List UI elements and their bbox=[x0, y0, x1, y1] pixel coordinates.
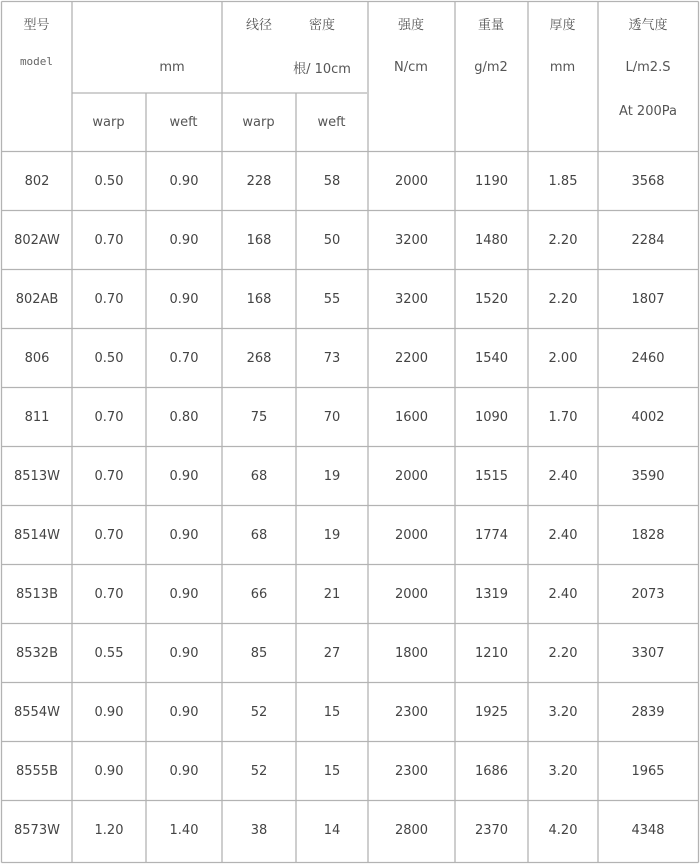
cell-model: 8554W bbox=[14, 705, 60, 720]
cell-diameter-warp: 0.90 bbox=[94, 764, 124, 779]
cell-model: 8514W bbox=[14, 528, 60, 543]
cell-thickness: 2.40 bbox=[548, 587, 578, 602]
cell-weight: 1925 bbox=[474, 705, 509, 720]
header-thickness-unit: mm bbox=[549, 59, 576, 75]
cell-thickness: 2.20 bbox=[548, 233, 578, 248]
cell-strength: 2800 bbox=[394, 823, 429, 838]
cell-density-warp: 66 bbox=[250, 587, 268, 602]
cell-permeability: 2839 bbox=[631, 705, 665, 720]
header-strength-cn: 强度 bbox=[397, 17, 424, 33]
cell-diameter-weft: 0.90 bbox=[169, 469, 199, 484]
header-model-cn: 型号 bbox=[23, 17, 50, 33]
header-permeability-cn: 透气度 bbox=[628, 17, 668, 33]
cell-diameter-warp: 0.70 bbox=[94, 469, 124, 484]
header-weight-unit: g/m2 bbox=[474, 59, 508, 75]
cell-permeability: 3568 bbox=[631, 174, 665, 189]
cell-strength: 2000 bbox=[394, 528, 429, 543]
cell-diameter-weft: 0.90 bbox=[169, 233, 199, 248]
cell-permeability: 4348 bbox=[631, 823, 665, 838]
cell-diameter-weft: 0.90 bbox=[169, 528, 199, 543]
header-permeability-note: At 200Pa bbox=[619, 103, 677, 119]
cell-weight: 1515 bbox=[474, 469, 509, 484]
header-density-unit: 根/ 10cm bbox=[293, 61, 351, 77]
cell-diameter-weft: 0.90 bbox=[169, 705, 199, 720]
cell-weight: 1480 bbox=[474, 233, 509, 248]
cell-model: 811 bbox=[24, 410, 50, 425]
cell-density-warp: 75 bbox=[250, 410, 268, 425]
cell-model: 8555B bbox=[15, 764, 58, 779]
cell-thickness: 1.70 bbox=[548, 410, 578, 425]
cell-diameter-weft: 0.70 bbox=[169, 351, 199, 366]
cell-permeability: 4002 bbox=[631, 410, 665, 425]
cell-diameter-warp: 0.90 bbox=[94, 705, 124, 720]
cell-density-weft: 21 bbox=[323, 587, 341, 602]
cell-model: 8513W bbox=[14, 469, 60, 484]
cell-density-warp: 52 bbox=[250, 764, 268, 779]
cell-density-warp: 68 bbox=[250, 469, 268, 484]
header-thickness-cn: 厚度 bbox=[549, 17, 576, 33]
header-density-cn: 密度 bbox=[308, 17, 335, 33]
cell-permeability: 2284 bbox=[631, 233, 665, 248]
cell-thickness: 2.40 bbox=[548, 528, 578, 543]
cell-diameter-weft: 1.40 bbox=[169, 823, 199, 838]
cell-diameter-warp: 0.50 bbox=[94, 351, 124, 366]
cell-diameter-warp: 0.55 bbox=[94, 646, 124, 661]
cell-model: 8573W bbox=[14, 823, 60, 838]
cell-density-weft: 58 bbox=[323, 174, 341, 189]
cell-diameter-weft: 0.90 bbox=[169, 646, 199, 661]
cell-density-weft: 14 bbox=[323, 823, 341, 838]
header-weight-cn: 重量 bbox=[477, 17, 504, 33]
cell-permeability: 3307 bbox=[631, 646, 665, 661]
cell-density-warp: 168 bbox=[246, 233, 272, 248]
cell-diameter-warp: 0.50 bbox=[94, 174, 124, 189]
header-strength-unit: N/cm bbox=[394, 59, 428, 75]
cell-strength: 2000 bbox=[394, 469, 429, 484]
cell-diameter-weft: 0.90 bbox=[169, 587, 199, 602]
cell-density-weft: 15 bbox=[323, 705, 341, 720]
cell-weight: 1774 bbox=[474, 528, 509, 543]
header-density-warp: warp bbox=[242, 115, 275, 130]
cell-thickness: 2.40 bbox=[548, 469, 578, 484]
header-diameter-weft: weft bbox=[169, 115, 198, 130]
cell-weight: 1210 bbox=[474, 646, 509, 661]
cell-density-warp: 38 bbox=[250, 823, 268, 838]
cell-diameter-warp: 0.70 bbox=[94, 587, 124, 602]
cell-weight: 1686 bbox=[474, 764, 509, 779]
header-permeability-unit: L/m2.S bbox=[625, 59, 671, 75]
cell-density-weft: 27 bbox=[323, 646, 341, 661]
cell-diameter-weft: 0.90 bbox=[169, 174, 199, 189]
cell-density-weft: 19 bbox=[323, 528, 341, 543]
cell-density-weft: 15 bbox=[323, 764, 341, 779]
cell-permeability: 1828 bbox=[631, 528, 665, 543]
cell-strength: 1600 bbox=[394, 410, 429, 425]
cell-strength: 2000 bbox=[394, 174, 429, 189]
cell-thickness: 3.20 bbox=[548, 705, 578, 720]
cell-diameter-warp: 0.70 bbox=[94, 410, 124, 425]
cell-diameter-warp: 0.70 bbox=[94, 292, 124, 307]
cell-model: 802AB bbox=[15, 292, 59, 307]
cell-thickness: 2.00 bbox=[548, 351, 578, 366]
cell-model: 806 bbox=[24, 351, 50, 366]
cell-density-weft: 50 bbox=[323, 233, 341, 248]
cell-model: 8513B bbox=[15, 587, 58, 602]
cell-weight: 1090 bbox=[474, 410, 509, 425]
cell-thickness: 1.85 bbox=[548, 174, 578, 189]
cell-thickness: 3.20 bbox=[548, 764, 578, 779]
cell-strength: 1800 bbox=[394, 646, 429, 661]
cell-strength: 2300 bbox=[394, 764, 429, 779]
cell-strength: 2200 bbox=[394, 351, 429, 366]
cell-thickness: 2.20 bbox=[548, 646, 578, 661]
header-density-weft: weft bbox=[317, 115, 346, 130]
cell-permeability: 2073 bbox=[631, 587, 665, 602]
header-model-en: model bbox=[19, 54, 54, 68]
cell-permeability: 1807 bbox=[631, 292, 665, 307]
cell-diameter-warp: 1.20 bbox=[94, 823, 124, 838]
header-diameter-warp: warp bbox=[92, 115, 125, 130]
cell-weight: 1319 bbox=[474, 587, 509, 602]
cell-density-warp: 85 bbox=[250, 646, 268, 661]
cell-density-warp: 68 bbox=[250, 528, 268, 543]
cell-weight: 1520 bbox=[474, 292, 509, 307]
cell-diameter-weft: 0.80 bbox=[169, 410, 199, 425]
cell-permeability: 3590 bbox=[631, 469, 665, 484]
cell-strength: 2300 bbox=[394, 705, 429, 720]
cell-strength: 2000 bbox=[394, 587, 429, 602]
cell-weight: 1540 bbox=[474, 351, 509, 366]
cell-thickness: 2.20 bbox=[548, 292, 578, 307]
cell-strength: 3200 bbox=[394, 233, 429, 248]
cell-diameter-warp: 0.70 bbox=[94, 233, 124, 248]
cell-permeability: 1965 bbox=[631, 764, 665, 779]
cell-density-weft: 70 bbox=[323, 410, 341, 425]
cell-density-warp: 168 bbox=[246, 292, 272, 307]
cell-permeability: 2460 bbox=[631, 351, 665, 366]
cell-weight: 2370 bbox=[474, 823, 509, 838]
cell-diameter-weft: 0.90 bbox=[169, 764, 199, 779]
cell-density-warp: 52 bbox=[250, 705, 268, 720]
cell-thickness: 4.20 bbox=[548, 823, 578, 838]
cell-density-warp: 268 bbox=[246, 351, 272, 366]
cell-density-weft: 73 bbox=[323, 351, 341, 366]
cell-diameter-warp: 0.70 bbox=[94, 528, 124, 543]
cell-model: 802 bbox=[24, 174, 50, 189]
header-diameter-cn: 线径 bbox=[245, 17, 272, 33]
cell-weight: 1190 bbox=[474, 174, 509, 189]
cell-density-weft: 55 bbox=[323, 292, 341, 307]
cell-strength: 3200 bbox=[394, 292, 429, 307]
header-diameter-unit: mm bbox=[159, 59, 185, 75]
cell-model: 802AW bbox=[14, 233, 60, 248]
cell-model: 8532B bbox=[15, 646, 58, 661]
cell-density-warp: 228 bbox=[246, 174, 272, 189]
cell-diameter-weft: 0.90 bbox=[169, 292, 199, 307]
cell-density-weft: 19 bbox=[323, 469, 341, 484]
